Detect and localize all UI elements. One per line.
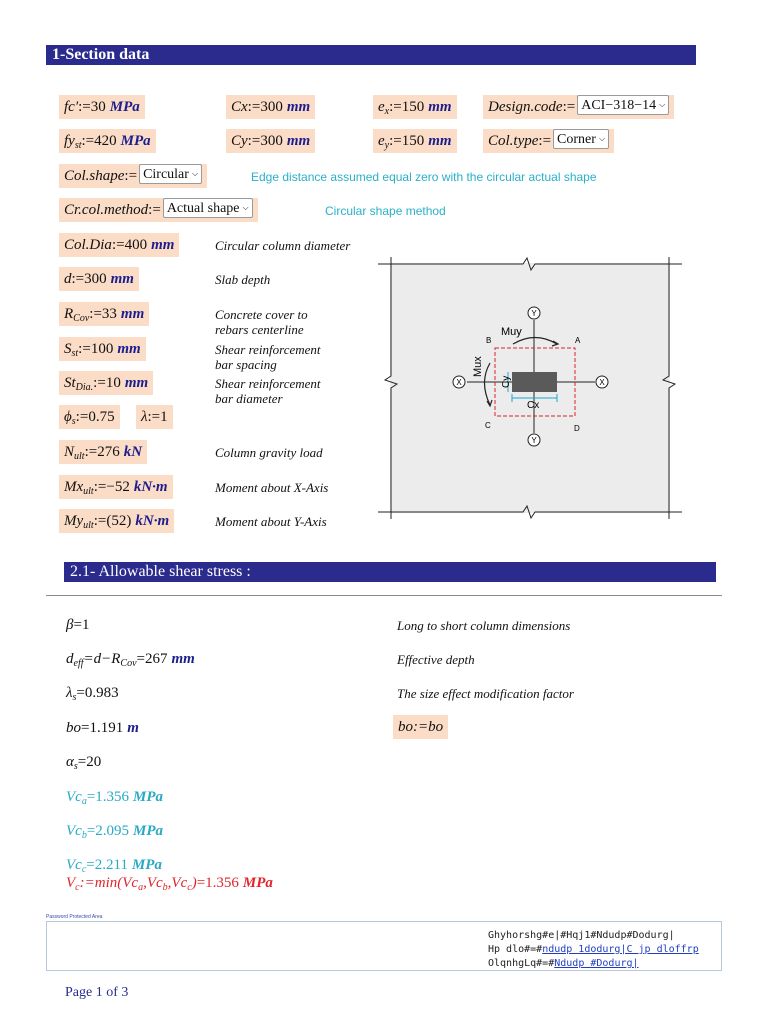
vc-arg-a-subscript: a	[138, 882, 144, 893]
vcb-op: =	[86, 823, 96, 839]
cy-label: Cy	[501, 375, 512, 388]
corner-d-label: D	[574, 424, 580, 433]
deff-expr: =d−R	[83, 651, 121, 667]
fc-input[interactable]	[59, 95, 145, 119]
vcb-symbol: Vc	[66, 823, 82, 839]
vc-arg-c-subscript: c	[187, 882, 192, 893]
lambda-symbol: λ	[141, 409, 148, 425]
vc-arg-c: Vc	[171, 875, 188, 891]
mxult-unit: kN·m	[133, 479, 168, 495]
vcb-unit: MPa	[133, 823, 164, 839]
col-type-field	[483, 129, 614, 153]
vca-unit: MPa	[133, 789, 164, 805]
fy-op: :=	[81, 133, 95, 149]
col-type-selected: Corner	[557, 132, 596, 147]
garbled-line-1: Ghyhorshg#e|#Hqj1#Ndudp#Dodurg|	[488, 930, 675, 941]
beta-result	[66, 617, 89, 634]
rcov-value: 33	[101, 306, 117, 322]
rcov-desc-line-1: Concrete cover to	[215, 307, 308, 322]
column-slab-diagram	[375, 255, 685, 520]
vc-min-open: :=min(	[79, 875, 123, 891]
fc-unit: MPa	[109, 99, 140, 115]
nult-symbol: N	[64, 444, 75, 460]
deff-unit: mm	[171, 651, 195, 667]
lambda-s-result	[66, 685, 119, 703]
section-divider	[46, 595, 722, 596]
cy-unit: mm	[286, 133, 311, 149]
fy-value: 420	[94, 133, 117, 149]
section-2-header	[64, 562, 716, 582]
rcov-desc	[215, 307, 308, 337]
myult-unit: kN·m	[135, 513, 170, 529]
lambda-s-op: =	[76, 685, 85, 701]
y-axis-top-label: Y	[531, 309, 537, 318]
rcov-op: :=	[89, 306, 102, 322]
rcov-input[interactable]	[59, 302, 149, 326]
corner-c-label: C	[485, 421, 491, 430]
d-desc: Slab depth	[215, 272, 271, 287]
section-2-title: 2.1- Allowable shear stress :	[70, 563, 251, 580]
cy-op: :=	[247, 133, 261, 149]
nult-input[interactable]	[59, 440, 147, 464]
col-dia-desc: Circular column diameter	[215, 238, 351, 253]
stdia-unit: mm	[124, 375, 149, 391]
sst-desc-line-2: bar spacing	[215, 357, 277, 372]
vcb-subscript: b	[81, 830, 87, 841]
cx-label: Cx	[527, 400, 540, 411]
sst-unit: mm	[117, 341, 141, 357]
sst-input[interactable]	[59, 337, 146, 361]
vcc-op: =	[86, 857, 95, 873]
garbled-line-3	[488, 957, 639, 970]
vc-subscript: c	[75, 882, 80, 893]
cx-unit: mm	[286, 99, 311, 115]
bo-symbol: bo	[66, 720, 81, 736]
col-dia-op: :=	[111, 237, 125, 253]
rcov-subscript: Cov	[73, 313, 90, 324]
phi-input[interactable]	[59, 405, 120, 429]
vc-value: 1.356	[205, 875, 239, 891]
deff-desc: Effective depth	[397, 652, 475, 667]
cr-method-symbol: Cr.col.method	[64, 202, 149, 218]
col-shape-field	[59, 164, 207, 188]
lambda-s-subscript: s	[72, 692, 77, 703]
mxult-symbol: Mx	[64, 479, 84, 495]
cr-method-dropdown[interactable]	[163, 198, 253, 218]
corner-a-label: A	[575, 336, 581, 345]
nult-subscript: ult	[74, 451, 85, 462]
vcc-subscript: c	[81, 864, 87, 875]
x-axis-left-label: X	[456, 378, 462, 387]
col-shape-dropdown[interactable]	[139, 164, 202, 184]
vc-arg-b: Vc	[146, 875, 163, 891]
vc-min-close: )	[191, 875, 197, 891]
stdia-symbol: St	[64, 375, 76, 391]
bo-op: =	[81, 720, 90, 736]
lambda-op: :=	[147, 409, 161, 425]
myult-input[interactable]	[59, 509, 174, 533]
stdia-desc	[215, 376, 321, 406]
fy-input[interactable]	[59, 129, 156, 153]
ey-value: 150	[401, 133, 425, 149]
vc-op: =	[196, 875, 206, 891]
cr-method-field	[59, 198, 258, 222]
section-1-title: 1-Section data	[52, 46, 150, 63]
rcov-desc-line-2: rebars centerline	[215, 322, 304, 337]
fy-symbol: fy	[64, 133, 75, 149]
mxult-value: −52	[106, 479, 130, 495]
bo-unit: m	[127, 720, 139, 736]
col-type-dropdown[interactable]	[553, 129, 609, 149]
phi-symbol: ϕ	[64, 409, 72, 425]
vcc-unit: MPa	[131, 857, 162, 873]
lambda-s-desc: The size effect modification factor	[397, 686, 574, 701]
stdia-op: :=	[93, 375, 106, 391]
lambda-s-symbol: λ	[66, 685, 73, 701]
cx-op: :=	[247, 99, 261, 115]
alpha-s-symbol: α	[66, 754, 74, 770]
cx-value: 300	[260, 99, 283, 115]
nult-desc: Column gravity load	[215, 445, 323, 460]
col-dia-value: 400	[124, 237, 148, 253]
fc-value: 30	[90, 99, 106, 115]
vc-arg-a: Vc	[122, 875, 139, 891]
col-shape-op: :=	[124, 168, 138, 184]
fy-unit: MPa	[120, 133, 151, 149]
col-dia-unit: mm	[151, 237, 175, 253]
col-type-symbol: Col.type	[488, 133, 539, 149]
chevron-down-icon: ⌵	[659, 100, 666, 109]
stdia-subscript: Dia.	[75, 382, 94, 393]
beta-value: 1	[81, 617, 90, 633]
col-shape-symbol: Col.shape	[64, 168, 125, 184]
d-op: :=	[71, 271, 85, 287]
password-area-label: Password Protected Area	[46, 914, 103, 920]
section-1-header	[46, 45, 696, 65]
bo-definition-text: bo:=bo	[398, 719, 444, 735]
vcc-value: 2.211	[94, 857, 128, 873]
ey-input[interactable]	[373, 129, 457, 153]
corner-b-label: B	[486, 336, 492, 345]
ey-op: :=	[389, 133, 402, 149]
garbled-line-2	[488, 943, 699, 956]
vc-unit: MPa	[242, 875, 273, 891]
fc-symbol: fc′	[64, 99, 79, 115]
vca-symbol: Vc	[66, 789, 82, 805]
beta-op: =	[73, 617, 82, 633]
phi-subscript: s	[71, 416, 76, 427]
col-dia-symbol: Col.Dia	[64, 237, 112, 253]
lambda-input[interactable]	[136, 405, 173, 429]
cy-value: 300	[260, 133, 283, 149]
beta-desc: Long to short column dimensions	[397, 618, 571, 633]
phi-value: 0.75	[88, 409, 115, 425]
vcc-symbol: Vc	[66, 857, 82, 873]
stdia-desc-line-2: bar diameter	[215, 391, 283, 406]
fc-op: :=	[78, 99, 91, 115]
chevron-down-icon: ⌵	[598, 134, 606, 143]
cx-symbol: Cx	[231, 99, 248, 115]
ex-op: :=	[389, 99, 402, 115]
muy-label: Muy	[501, 326, 522, 338]
d-value: 300	[84, 271, 107, 287]
vcc-result	[66, 857, 162, 875]
stdia-desc-line-1: Shear reinforcement	[215, 376, 321, 391]
sst-value: 100	[90, 341, 114, 357]
ey-unit: mm	[428, 133, 452, 149]
cr-method-note: Circular shape method	[325, 204, 446, 218]
design-code-field	[483, 95, 674, 119]
mux-label: Mux	[472, 356, 484, 377]
ex-symbol: e	[378, 99, 385, 115]
deff-expr-subscript: Cov	[120, 658, 137, 669]
alpha-s-op: =	[77, 754, 87, 770]
alpha-s-subscript: s	[73, 761, 78, 772]
myult-subscript: ult	[83, 520, 94, 531]
sst-desc-line-1: Shear reinforcement	[215, 342, 321, 357]
cr-method-op: :=	[148, 202, 161, 218]
mxult-subscript: ult	[83, 486, 94, 497]
sst-subscript: st	[71, 348, 79, 359]
bo-result	[66, 720, 139, 737]
cx-input[interactable]	[226, 95, 315, 119]
vca-op: =	[86, 789, 96, 805]
sst-symbol: S	[64, 341, 72, 357]
myult-symbol: My	[64, 513, 84, 529]
stdia-input[interactable]	[59, 371, 153, 395]
cy-symbol: Cy	[231, 133, 248, 149]
x-axis-right-label: X	[599, 378, 605, 387]
deff-subscript: eff	[73, 658, 84, 669]
vc-symbol: V	[66, 875, 76, 891]
col-shape-selected: Circular	[143, 167, 189, 182]
ex-unit: mm	[428, 99, 452, 115]
d-input[interactable]	[59, 267, 139, 291]
rcov-unit: mm	[120, 306, 145, 322]
bo-definition[interactable]	[393, 715, 448, 739]
vc-result: $V_c:=\min(Vc_a,Vc_b,Vc_c)=1.356$ MPa	[66, 875, 273, 893]
col-shape-note: Edge distance assumed equal zero with the circular actual shape	[251, 170, 597, 184]
nult-unit: kN	[123, 444, 143, 460]
nult-value: 276	[97, 444, 120, 460]
deff-symbol: d	[66, 651, 74, 667]
deff-result	[66, 651, 195, 669]
fy-subscript: st	[74, 140, 82, 151]
myult-op: :=	[93, 513, 107, 529]
myult-desc: Moment about Y-Axis	[215, 514, 327, 529]
garbled-line-2-label: Hp dlo#=#	[488, 944, 543, 955]
ex-input[interactable]	[373, 95, 457, 119]
sst-desc	[215, 342, 321, 372]
alpha-s-result	[66, 754, 101, 772]
cr-method-selected: Actual shape	[166, 201, 240, 216]
d-symbol: d	[64, 271, 72, 287]
y-axis-bottom-label: Y	[531, 436, 537, 445]
ey-subscript: y	[384, 140, 390, 151]
stdia-value: 10	[105, 375, 121, 391]
email-link[interactable]: ndudp 1dodurg|C jp dloffrp	[542, 944, 699, 955]
linkedin-link[interactable]: Ndudp #Dodurg|	[554, 958, 639, 969]
d-unit: mm	[110, 271, 134, 287]
vcb-value: 2.095	[95, 823, 130, 839]
col-dia-input[interactable]	[59, 233, 179, 257]
ex-value: 150	[401, 99, 425, 115]
rcov-symbol: R	[64, 306, 74, 322]
column-rect	[512, 372, 557, 392]
mxult-input[interactable]	[59, 475, 173, 499]
phi-op: :=	[75, 409, 89, 425]
vc-arg-b-subscript: b	[162, 882, 168, 893]
mxult-desc: Moment about X-Axis	[215, 480, 329, 495]
mxult-op: :=	[93, 479, 107, 495]
design-code-selected: ACI−318−14	[581, 98, 657, 113]
ex-subscript: x	[384, 106, 390, 117]
vca-result	[66, 789, 163, 807]
garbled-line-3-label: OlqnhgLq#=#	[488, 958, 555, 969]
vca-subscript: a	[81, 796, 87, 807]
deff-value: 267	[145, 651, 168, 667]
chevron-down-icon: ⌵	[242, 203, 249, 212]
alpha-s-value: 20	[86, 754, 102, 770]
bo-value: 1.191	[89, 720, 124, 736]
vcb-result	[66, 823, 163, 841]
deff-op: =	[136, 651, 145, 667]
beta-symbol: β	[66, 617, 74, 633]
cy-input[interactable]	[226, 129, 315, 153]
design-code-op: :=	[562, 99, 576, 115]
ey-symbol: e	[378, 133, 385, 149]
chevron-down-icon: ⌵	[191, 169, 199, 178]
sst-op: :=	[78, 341, 91, 357]
myult-value: (52)	[106, 513, 132, 529]
design-code-symbol: Design.code	[488, 99, 563, 115]
nult-op: :=	[84, 444, 98, 460]
design-code-dropdown[interactable]	[577, 95, 669, 115]
lambda-s-value: 0.983	[84, 685, 119, 701]
page-number: Page 1 of 3	[65, 985, 129, 1000]
lambda-value: 1	[160, 409, 168, 425]
vca-value: 1.356	[95, 789, 130, 805]
col-type-op: :=	[538, 133, 552, 149]
